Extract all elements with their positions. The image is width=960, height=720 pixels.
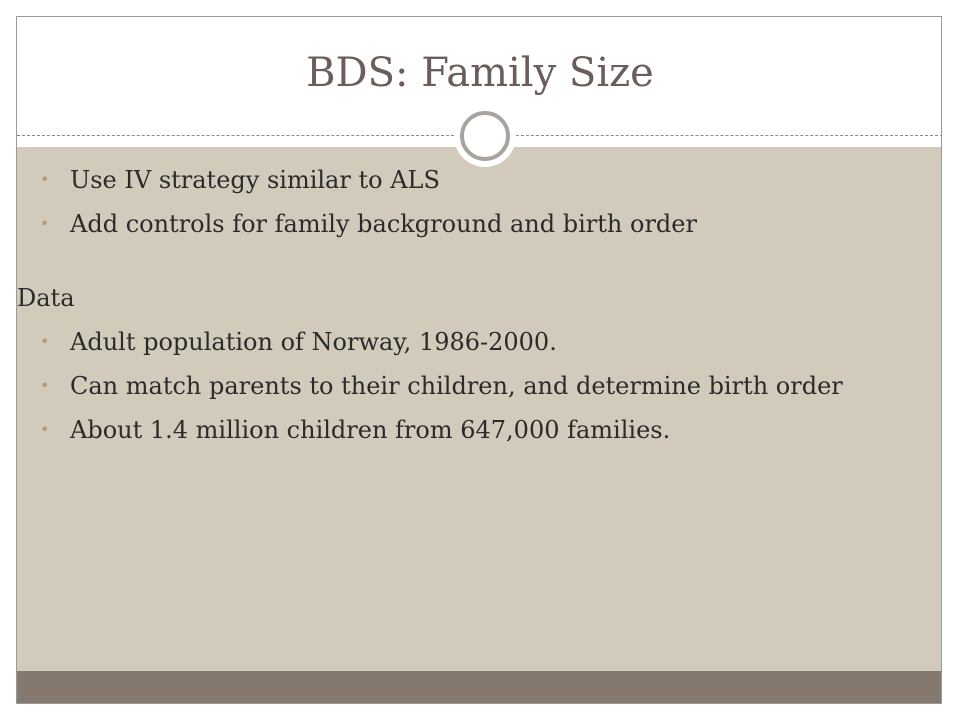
slide-frame <box>16 16 942 704</box>
bullet-text: Can match parents to their children, and determine birth order <box>70 372 843 400</box>
bullet-item <box>17 209 942 239</box>
slide-title: BDS: Family Size <box>306 50 654 96</box>
bullet-text: About 1.4 million children from 647,000 families. <box>70 416 671 444</box>
bullet-item <box>17 415 942 445</box>
circle-ornament-icon <box>454 105 516 167</box>
bullet-text: Adult population of Norway, 1986-2000. <box>70 328 557 356</box>
circle-ornament-inner <box>460 111 510 161</box>
bullet-text: Add controls for family background and birth order <box>70 210 697 238</box>
bullet-icon: • <box>40 420 50 439</box>
bullet-text: Use IV strategy similar to ALS <box>70 166 440 194</box>
bullet-icon: • <box>40 376 50 395</box>
slide-body <box>17 165 942 459</box>
spacer <box>17 253 942 283</box>
bullet-icon: • <box>40 332 50 351</box>
bullet-item <box>17 165 942 195</box>
bullet-icon: • <box>40 170 50 189</box>
footer-bar <box>17 671 942 704</box>
bullet-icon: • <box>40 214 50 233</box>
section-label: Data <box>17 284 75 312</box>
bullet-item <box>17 327 942 357</box>
bullet-item <box>17 371 942 401</box>
